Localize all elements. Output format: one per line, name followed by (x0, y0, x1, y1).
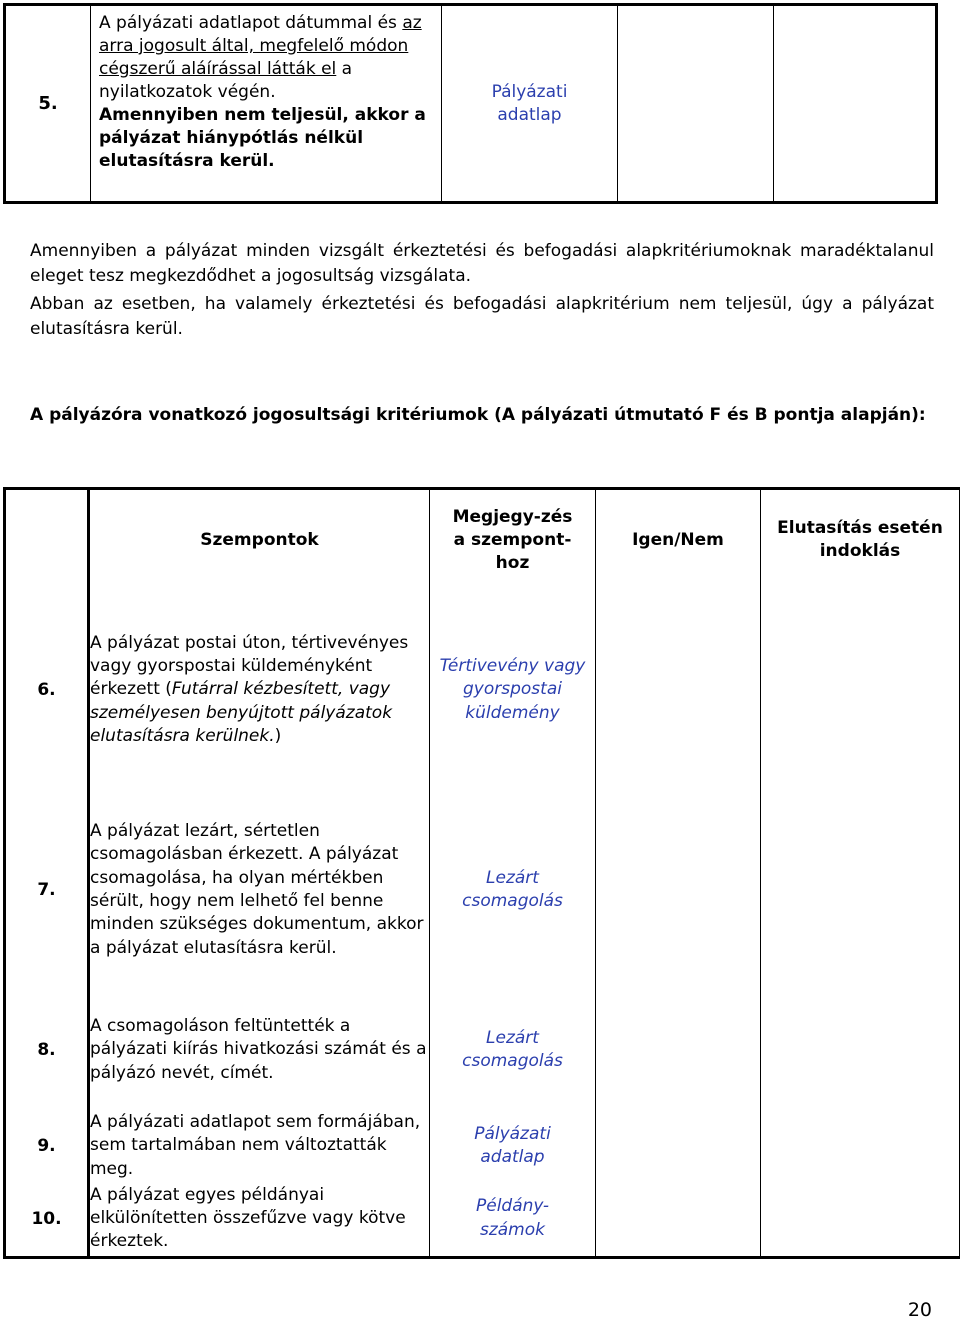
note-cell (430, 790, 596, 990)
criterion-cell: A pályázat egyes példányai elkülönítetten összefűzve vagy kötve érkeztek. (89, 1182, 430, 1257)
table-row (5, 590, 960, 790)
table-row (5, 1110, 960, 1182)
note-text: Példány-számok (475, 1196, 549, 1240)
note-cell (442, 5, 618, 203)
criterion-text: a nyilatkozatok végén. (99, 59, 353, 102)
top-criteria-table (3, 3, 938, 204)
yes-no-cell (596, 590, 761, 790)
header-criteria: Szempontok (89, 489, 430, 591)
table-row (5, 5, 937, 203)
reason-cell (761, 1110, 960, 1182)
criterion-cell: A pályázati adatlapot sem formájában, sem tartalmában nem változtatták meg. (89, 1110, 430, 1182)
table-row (5, 990, 960, 1110)
paragraph: Amennyiben a pályázat minden vizsgált érkeztetési és befogadási alapkritériumoknak maradéktalanul eleget tesz megkezdődhet a jogosultság vizsgálata. (30, 241, 934, 286)
row-number: 5. (5, 5, 91, 203)
row-number: 8. (5, 990, 89, 1110)
reason-cell (761, 590, 960, 790)
criterion-cell: A csomagoláson feltüntették a pályázati kiírás hivatkozási számát és a pályázó nevét, címét. (89, 990, 430, 1110)
reason-cell (761, 790, 960, 990)
reason-cell (761, 1182, 960, 1257)
table-header-row (5, 489, 960, 591)
note-cell: Tértivevény vagy gyorspostai küldemény (430, 590, 596, 790)
criterion-cell (91, 5, 442, 203)
reason-cell (761, 990, 960, 1110)
header-note (430, 489, 596, 591)
yes-no-cell (596, 990, 761, 1110)
section-heading: A pályázóra vonatkozó jogosultsági kritériumok (A pályázati útmutató F és B pontja alapján): (30, 405, 926, 425)
yes-no-cell (596, 790, 761, 990)
header-yes-no: Igen/Nem (596, 489, 761, 591)
criterion-text: A pályázat postai úton, tértivevényes vagy gyorspostai küldeményként érkezett ( (90, 632, 409, 700)
note-text: Pályázati adatlap (474, 1123, 551, 1167)
note-cell (430, 1182, 596, 1257)
criterion-cell: A pályázat lezárt, sértetlen csomagolásban érkezett. A pályázat csomagolása, ha olyan mértékben sérült, hogy nem lelhető fel benne minden szükséges dokumentum, akkor a pályázat elutasításra kerül. (89, 790, 430, 990)
eligibility-criteria-table (3, 487, 960, 1259)
criterion-underlined-text: az arra jogosult által, megfelelő módon cégszerű aláírással látták el (99, 13, 422, 79)
note-cell (430, 990, 596, 1110)
note-text: Lezárt csomagolás (462, 867, 563, 911)
table-row (5, 1182, 960, 1257)
note-text: Lezárt csomagolás (462, 1027, 563, 1071)
header-note-text: Megjegy-zés a szempont-hoz (452, 506, 573, 573)
row-number: 6. (5, 590, 89, 790)
yes-no-cell (618, 5, 774, 203)
row-number: 9. (5, 1110, 89, 1182)
criterion-cell (89, 590, 430, 790)
criterion-text: A pályázati adatlapot dátummal és (99, 13, 403, 33)
header-reason (761, 489, 960, 591)
row-number: 7. (5, 790, 89, 990)
header-number (5, 489, 89, 591)
reason-cell (774, 5, 937, 203)
yes-no-cell (596, 1110, 761, 1182)
paragraph: Abban az esetben, ha valamely érkeztetési és befogadási alapkritérium nem teljesül, úgy a pályázat elutasításra kerül. (30, 294, 934, 339)
header-reason-text: Elutasítás esetén indoklás (777, 518, 943, 561)
note-text: Pályázati adatlap (491, 81, 568, 125)
note-cell (430, 1110, 596, 1182)
row-number: 10. (5, 1182, 89, 1257)
yes-no-cell (596, 1182, 761, 1257)
criterion-italic-text: Futárral kézbesített, vagy személyesen benyújtott pályázatok elutasításra kerülnek. (90, 679, 393, 746)
criterion-bold-warning: Amennyiben nem teljesül, akkor a pályázat hiánypótlás nélkül elutasításra kerül. (99, 105, 426, 171)
page-number: 20 (907, 1299, 932, 1321)
criterion-text-end: ) (274, 725, 282, 746)
table-row (5, 790, 960, 990)
